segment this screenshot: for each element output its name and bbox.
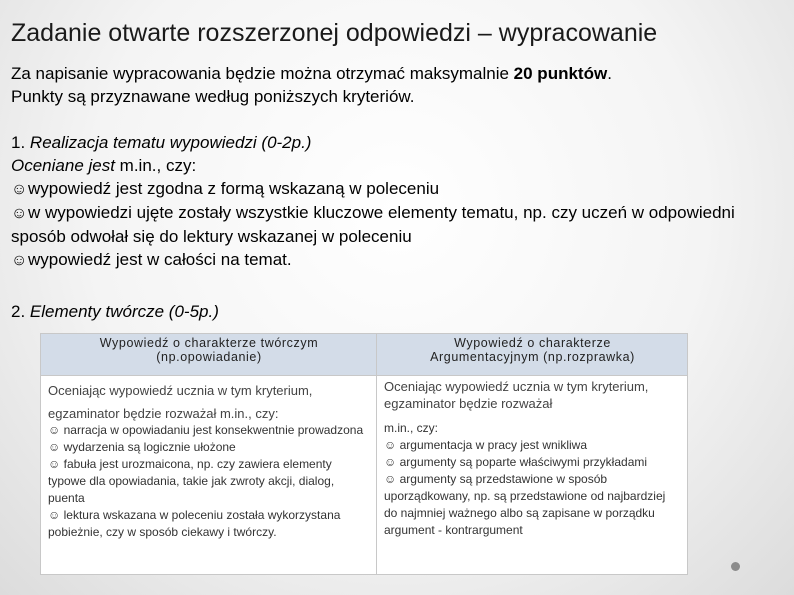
- table-row: [41, 376, 688, 575]
- smiley-icon: ☺: [11, 181, 28, 198]
- list-item: ☺ narracja w opowiadaniu jest konsekwentnie prowadzona: [48, 423, 364, 437]
- criterion-1: [11, 131, 781, 272]
- criterion-1-bullet: ☺wypowiedź jest w całości na temat.: [11, 248, 781, 272]
- smiley-icon: ☺: [48, 508, 61, 522]
- list-item: ☺ lektura wskazana w poleceniu została wykorzystana pobieżnie, czy w sposób ciekawy i twórczy.: [48, 508, 341, 539]
- smiley-icon: ☺: [384, 455, 397, 469]
- intro-line-1: Za napisanie wypracowania będzie można otrzymać maksymalnie 20 punktów.: [11, 64, 612, 83]
- criterion-1-bullet: ☺w wypowiedzi ujęte zostały wszystkie kluczowe elementy tematu, np. czy uczeń w odpowiedni sposób odwołał się do lektury wskazanej w poleceniu: [11, 203, 735, 246]
- list-item: ☺ argumentacja w pracy jest wnikliwa: [384, 438, 588, 452]
- list-item: ☺ wydarzenia są logicznie ułożone: [48, 440, 236, 454]
- smiley-icon: ☺: [48, 440, 61, 454]
- table-cell-argumentative: Oceniając wypowiedź ucznia w tym kryterium, egzaminator będzie rozważał m.in., czy: ☺ argumentacja w pracy jest wnikliwa ☺ argumenty są poparte właściwymi przykładami ☺ argumenty są przedstawione w sposób uporządkowany, np. są przedstawione od najbardziej do najmniej ważnego albo są zapisane w porządku argument - kontrargument: [377, 376, 688, 575]
- table-header-row: [41, 334, 688, 376]
- max-points: 20 punktów: [513, 64, 608, 83]
- criterion-1-assessed: Oceniane jest m.in., czy:: [11, 156, 197, 175]
- table-header-argumentative: Wypowiedź o charakterze Argumentacyjnym (np.rozprawka): [377, 334, 688, 376]
- list-item: ☺ fabuła jest urozmaicona, np. czy zawiera elementy typowe dla opowiadania, takie jak zwroty akcji, dialog, puenta: [48, 457, 335, 505]
- list-item: ☺ argumenty są poparte właściwymi przykładami: [384, 455, 648, 469]
- criterion-1-heading: 1. Realizacja tematu wypowiedzi (0-2p.): [11, 133, 312, 152]
- smiley-icon: ☺: [11, 205, 28, 222]
- criterion-1-bullet: ☺wypowiedź jest zgodna z formą wskazaną w poleceniu: [11, 177, 781, 201]
- criteria-table: [40, 333, 688, 575]
- intro-line-2: Punkty są przyznawane według poniższych kryteriów.: [11, 87, 415, 106]
- list-item: ☺ argumenty są przedstawione w sposób uporządkowany, np. są przedstawione od najbardziej do najmniej ważnego albo są zapisane w porządku argument - kontrargument: [384, 472, 666, 537]
- smiley-icon: ☺: [48, 457, 61, 471]
- table-header-creative: Wypowiedź o charakterze twórczym (np.opowiadanie): [41, 334, 377, 376]
- criterion-2-heading: 2. Elementy twórcze (0-5p.): [11, 302, 219, 321]
- smiley-icon: ☺: [48, 423, 61, 437]
- table-cell-creative: Oceniając wypowiedź ucznia w tym kryterium, egzaminator będzie rozważał m.in., czy: ☺ narracja w opowiadaniu jest konsekwentnie prowadzona ☺ wydarzenia są logicznie ułożone ☺ fabuła jest urozmaicona, np. czy zawiera elementy typowe dla opowiadania, takie jak zwroty akcji, dialog, puenta ☺ lektura wskazana w poleceniu została wykorzystana pobieżnie, czy w sposób ciekawy i twórczy.: [41, 376, 377, 575]
- smiley-icon: ☺: [384, 472, 397, 486]
- intro-paragraph: [11, 62, 781, 108]
- page-title: Zadanie otwarte rozszerzonej odpowiedzi – wypracowanie: [11, 19, 658, 47]
- slide-dot: [731, 562, 740, 571]
- smiley-icon: ☺: [11, 252, 28, 269]
- smiley-icon: ☺: [384, 438, 397, 452]
